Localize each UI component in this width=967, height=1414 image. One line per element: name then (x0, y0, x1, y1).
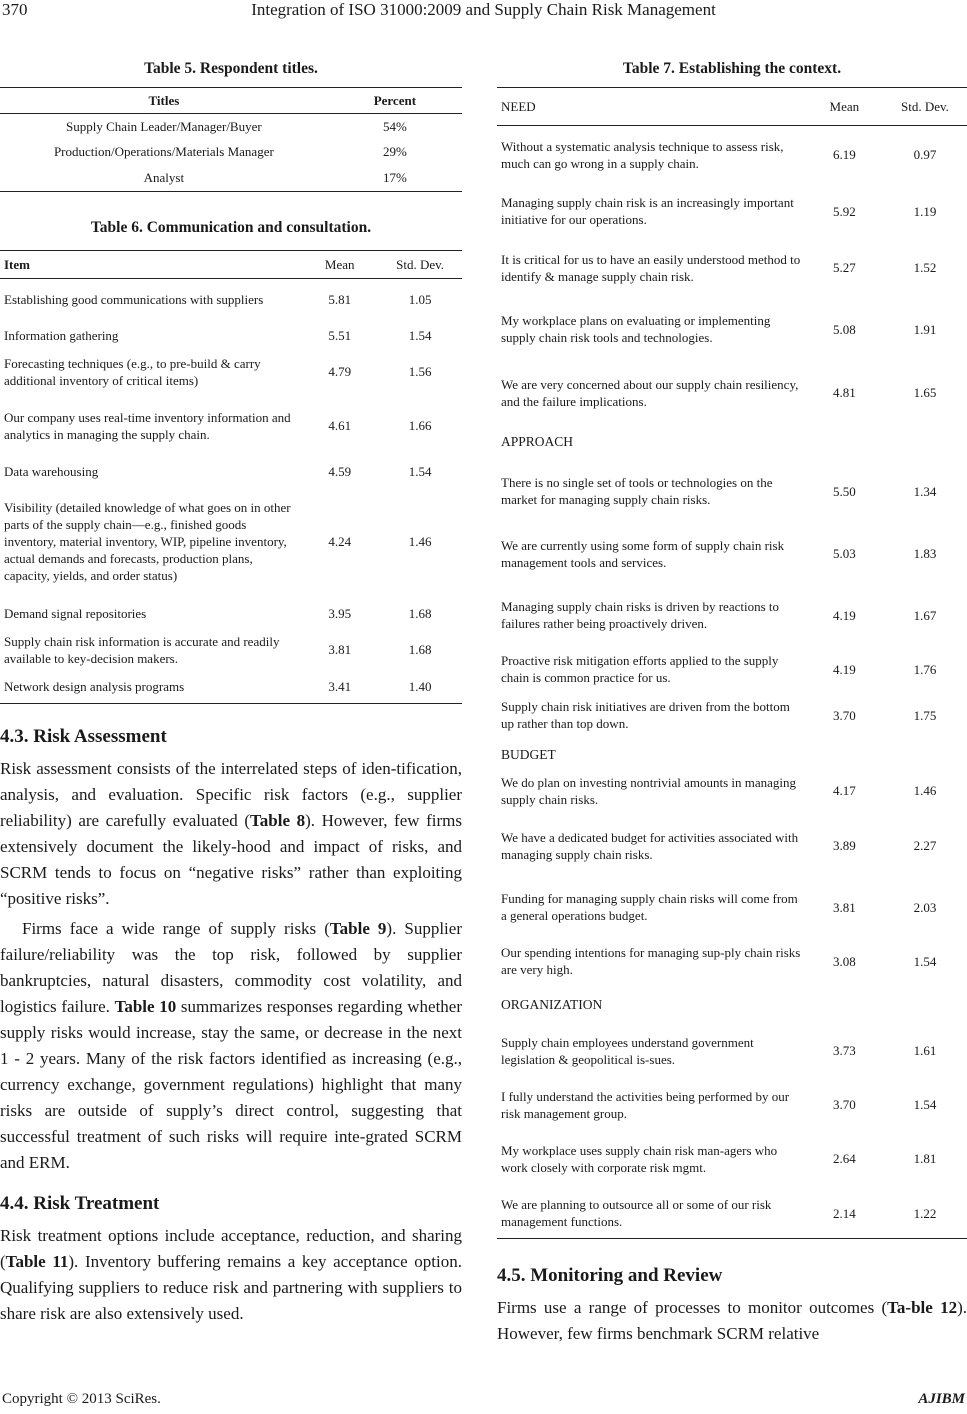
row-label: Visibility (detailed knowledge of what goes on in other parts of the supply chain—e.g., finished goods inventory, material inventory, WIP, pipeline inventory, actual demands and forecasts, production plans, capacity, yields, and order status) (4, 500, 291, 583)
table-ref[interactable]: Table 9 (329, 919, 387, 938)
row-label: I fully understand the activities being performed by our risk management group. (501, 1088, 790, 1121)
std-dev-value: 2.03 (913, 899, 937, 915)
table-ref[interactable]: Table 10 (114, 997, 177, 1016)
std-dev-value: 1.05 (408, 292, 432, 308)
column-header: Titles (0, 88, 328, 114)
table-row (497, 362, 967, 424)
std-dev-value: 1.81 (913, 1151, 937, 1166)
table-row (497, 126, 967, 184)
mean-value: 3.95 (328, 606, 352, 621)
mean-value: 2.14 (806, 1189, 883, 1239)
row-label: My workplace plans on evaluating or implementing supply chain risk tools and technologies. (501, 313, 771, 345)
section-4-5 (497, 1265, 967, 1347)
row-label: Supply Chain Leader/Manager/Buyer (66, 118, 262, 134)
header-row (0, 251, 462, 279)
table-row (0, 599, 462, 629)
section-4-4 (0, 1193, 462, 1327)
table-row (497, 881, 967, 934)
column-header: Std. Dev. (378, 251, 462, 279)
copyright: Copyright © 2013 SciRes. (2, 1391, 161, 1407)
section-label: ORGANIZATION (501, 997, 603, 1012)
percent-value: 29% (382, 144, 407, 159)
row-label: Analyst (0, 165, 328, 192)
mean-value: 4.17 (832, 783, 856, 798)
row-label: Supply chain employees understand government legislation & geopolitical is-sues. (501, 1034, 754, 1067)
std-dev-value: 1.46 (913, 783, 937, 798)
section-heading: 4.4. Risk Treatment (0, 1193, 160, 1214)
table-row (0, 279, 462, 321)
mean-value: 5.08 (832, 321, 856, 337)
table-row (497, 184, 967, 239)
std-dev-value: 1.19 (913, 203, 937, 219)
paragraph: Firms use a range of processes to monitor outcomes (Ta-ble 12). However, few firms benchmark SCRM relative (497, 1298, 967, 1343)
table-row (497, 584, 967, 647)
mean-value: 4.24 (328, 534, 352, 549)
std-dev-value: 1.83 (913, 546, 937, 561)
mean-value: 4.61 (328, 418, 352, 433)
section-heading: 4.3. Risk Assessment (0, 726, 167, 747)
table-ref[interactable]: Table 8 (250, 811, 306, 830)
table-row (0, 459, 462, 485)
table-row (497, 811, 967, 881)
table-row (0, 139, 462, 165)
mean-value: 5.92 (832, 203, 856, 219)
table6-caption: Table 6. Communication and consultation. (90, 219, 372, 236)
std-dev-value: 1.40 (378, 671, 462, 704)
table-row (0, 671, 462, 704)
table-ref[interactable]: Ta-ble 12 (887, 1298, 958, 1317)
std-dev-value: 1.68 (408, 606, 432, 621)
mean-value: 5.03 (832, 546, 856, 561)
row-label: We are planning to outsource all or some of our risk management functions. (497, 1189, 806, 1239)
row-label: Funding for managing supply chain risks will come from a general operations budget. (501, 891, 798, 923)
table-row (497, 459, 967, 524)
row-label: Network design analysis programs (0, 671, 301, 704)
mean-value: 3.73 (832, 1043, 856, 1058)
mean-value: 3.81 (832, 899, 856, 915)
std-dev-value: 1.46 (408, 534, 432, 549)
paragraph: Firms face a wide range of supply risks (Table 9). Supplier failure/reliability was the top risk, followed by supplier bankruptcies, natural disasters, commodity cost volatility, and logistics failure. Table 10 summarizes responses regarding whether supply risks would increase, stay the same, or decrease in the next 1 - 2 years. Many of the risk factors identified as increasing (e.g., currency exchange, government regulations) highlight that many risks are outside of supply’s direct control, suggesting that successful treatment of such risks will require inte-grated SCRM and ERM. (0, 919, 463, 1172)
table-row (0, 351, 462, 393)
section-row (497, 739, 967, 771)
std-dev-value: 1.56 (408, 364, 432, 379)
section-label: APPROACH (501, 433, 574, 449)
row-label: We have a dedicated budget for activities associated with managing supply chain risks. (501, 829, 799, 862)
row-label: Proactive risk mitigation efforts applied to the supply chain is common practice for us. (501, 653, 779, 685)
column-header: Percent (328, 88, 462, 114)
column-header: Mean (806, 88, 883, 126)
std-dev-value: 1.52 (913, 260, 937, 275)
journal-name: AJIBM (918, 1391, 965, 1407)
table7-caption: Table 7. Establishing the context. (622, 60, 842, 77)
table-ref[interactable]: Table 11 (5, 1252, 69, 1271)
running-title: Integration of ISO 31000:2009 and Supply Chain Risk Management (251, 0, 716, 19)
column-header: Item (0, 251, 301, 279)
table-row (497, 934, 967, 989)
std-dev-value: 2.27 (913, 838, 937, 853)
table-row (497, 1081, 967, 1129)
section-row (497, 989, 967, 1021)
std-dev-value: 1.54 (913, 953, 937, 969)
std-dev-value: 1.34 (913, 483, 937, 499)
table7 (497, 87, 967, 1239)
table6 (0, 250, 462, 704)
paragraph: Risk assessment consists of the interrelated steps of iden-tification, analysis, and evaluation. Specific risk factors (e.g., supplier reliability) are carefully evaluated (Table 8). However, few firms extensively document the likely-hood and impact of risks, and SCRM tends to focus on “negative risks” rather than exploiting “positive risks”. (0, 759, 462, 908)
section-row (497, 424, 967, 459)
row-label: We are currently using some form of supply chain risk management tools and services. (501, 537, 785, 570)
mean-value: 3.70 (832, 707, 856, 723)
mean-value: 4.19 (832, 607, 856, 623)
mean-value: 4.59 (328, 464, 352, 479)
std-dev-value: 0.97 (913, 147, 937, 163)
mean-value: 4.81 (832, 385, 856, 400)
row-label: Without a systematic analysis technique to assess risk, much can go wrong in a supply chain. (501, 138, 784, 171)
std-dev-value: 1.61 (913, 1043, 937, 1058)
paragraph: Risk treatment options include acceptance, reduction, and sharing (Table 11). Inventory buffering remains a key acceptance option. Qualifying suppliers to reduce risk and partnering with suppliers to share risk are also extensively used. (0, 1226, 462, 1323)
mean-value: 3.08 (832, 953, 856, 969)
std-dev-value: 1.54 (408, 328, 432, 343)
table5-caption: Table 5. Respondent titles. (144, 60, 318, 77)
mean-value: 5.50 (832, 483, 856, 499)
mean-value: 4.79 (328, 364, 352, 379)
mean-value: 5.27 (832, 260, 856, 275)
std-dev-value: 1.75 (913, 707, 937, 723)
table-row (0, 393, 462, 459)
table-row (497, 771, 967, 811)
mean-value: 3.70 (832, 1097, 856, 1112)
row-label: Information gathering (4, 328, 119, 343)
table-row (497, 297, 967, 362)
row-label: Managing supply chain risk is an increasingly important initiative for our operations. (501, 195, 794, 227)
mean-value: 5.81 (328, 292, 352, 308)
section-label: BUDGET (501, 747, 556, 762)
std-dev-value: 1.22 (883, 1189, 967, 1239)
table-row (497, 524, 967, 584)
mean-value: 4.19 (832, 661, 856, 677)
row-label: Data warehousing (4, 464, 99, 479)
row-label: Production/Operations/Materials Manager (53, 144, 274, 159)
table-row (497, 1189, 967, 1239)
row-label: Managing supply chain risks is driven by reactions to failures rather being proactively driven. (501, 599, 780, 631)
table5 (0, 87, 462, 192)
row-label: There is no single set of tools or technologies on the market for managing supply chain risks. (501, 475, 773, 507)
std-dev-value: 1.66 (408, 418, 432, 433)
std-dev-value: 1.76 (913, 661, 937, 677)
section-heading: 4.5. Monitoring and Review (497, 1265, 723, 1286)
row-label: Supply chain risk information is accurate and readily available to key-decision makers. (4, 633, 280, 666)
table-row (0, 321, 462, 351)
table-row (497, 1129, 967, 1189)
table-row (497, 239, 967, 297)
header-row (497, 88, 967, 126)
std-dev-value: 1.67 (913, 607, 937, 623)
section-4-3 (0, 726, 462, 1176)
mean-value: 2.64 (832, 1151, 856, 1166)
mean-value: 3.41 (301, 671, 378, 704)
column-header: NEED (497, 88, 806, 126)
table-row (0, 114, 462, 139)
row-label: My workplace uses supply chain risk man-agers who work closely with corporate risk mgmt. (501, 1142, 778, 1175)
row-label: Forecasting techniques (e.g., to pre-build & carry additional inventory of critical items) (4, 355, 261, 388)
percent-value: 17% (328, 165, 462, 192)
mean-value: 5.51 (328, 328, 352, 343)
row-label: Demand signal repositories (4, 606, 147, 621)
mean-value: 3.89 (832, 838, 856, 853)
std-dev-value: 1.54 (913, 1097, 937, 1112)
column-header: Std. Dev. (883, 88, 967, 126)
row-label: Supply chain risk initiatives are driven from the bottom up rather than top down. (501, 699, 790, 731)
row-label: We are very concerned about our supply chain resiliency, and the failure implications. (501, 376, 799, 409)
row-label: Establishing good communications with suppliers (4, 292, 264, 308)
table-row (0, 485, 462, 599)
table-row (0, 629, 462, 671)
row-label: It is critical for us to have an easily understood method to identify & manage supply chain risk. (501, 251, 801, 284)
table-row (497, 647, 967, 692)
std-dev-value: 1.54 (408, 464, 432, 479)
std-dev-value: 1.68 (408, 642, 432, 657)
table-row (497, 1021, 967, 1081)
header-row (0, 88, 462, 114)
std-dev-value: 1.65 (913, 385, 937, 400)
column-header: Mean (301, 251, 378, 279)
mean-value: 6.19 (832, 147, 856, 163)
percent-value: 54% (382, 118, 407, 134)
row-label: Our spending intentions for managing sup-ply chain risks are very high. (501, 945, 801, 977)
page-number: 370 (2, 0, 28, 19)
table-row (497, 692, 967, 739)
table-row (0, 165, 462, 192)
std-dev-value: 1.91 (913, 321, 937, 337)
mean-value: 3.81 (328, 642, 352, 657)
row-label: Our company uses real-time inventory information and analytics in managing the supply chain. (4, 409, 291, 442)
row-label: We do plan on investing nontrivial amounts in managing supply chain risks. (501, 774, 797, 807)
